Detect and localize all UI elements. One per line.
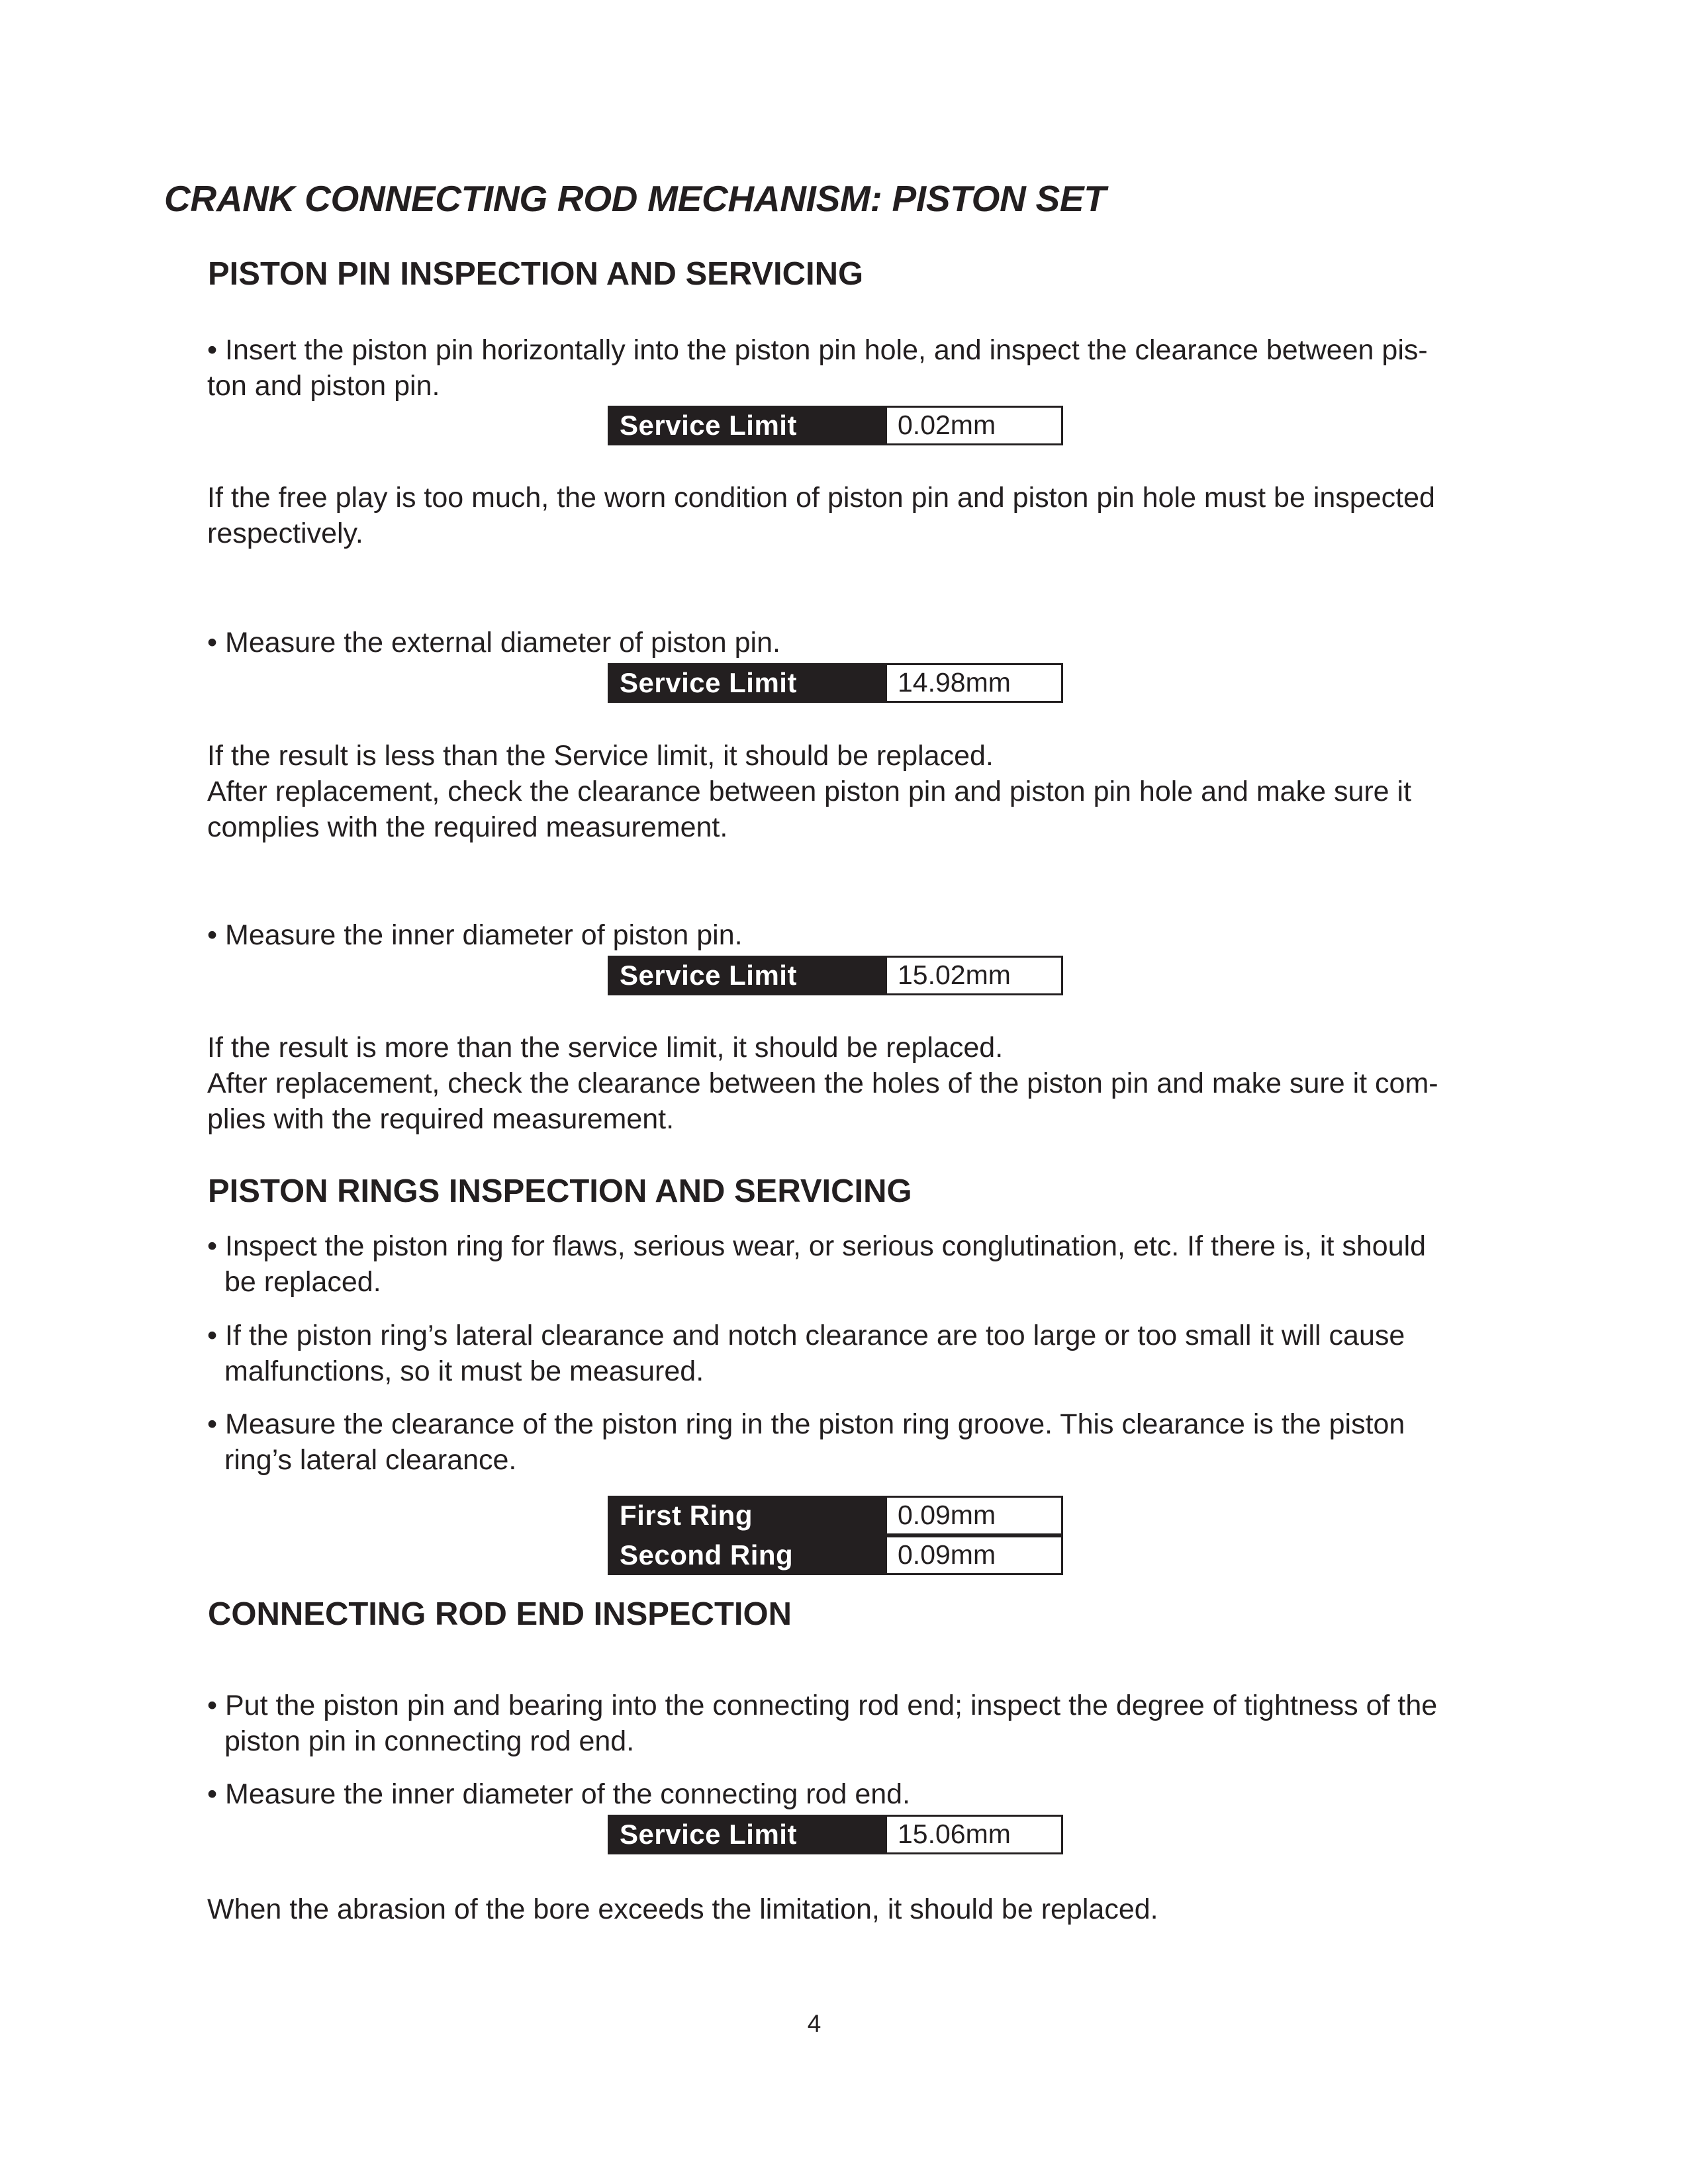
- text-line: complies with the required measurement.: [207, 811, 728, 843]
- spec-table-ring-clearance: [608, 1496, 1063, 1575]
- text-line: respectively.: [207, 518, 363, 549]
- text-line: After replacement, check the clearance between the holes of the piston pin and make sure it com-: [207, 1068, 1438, 1099]
- text-line: be replaced.: [224, 1266, 381, 1298]
- bullet-measure-inner-diameter: [207, 917, 1531, 953]
- spec-row: [608, 663, 1063, 703]
- section-heading-connecting-rod-end: CONNECTING ROD END INSPECTION: [208, 1596, 792, 1632]
- text-line: • Measure the external diameter of piston pin.: [207, 627, 780, 659]
- spec-label: Second Ring: [608, 1535, 887, 1575]
- spec-value: 14.98mm: [887, 663, 1063, 703]
- page-number: 4: [807, 2010, 821, 2037]
- page-title: CRANK CONNECTING ROD MECHANISM: PISTON SET: [164, 178, 1106, 219]
- text-line: • Put the piston pin and bearing into the connecting rod end; inspect the degree of tightness of the: [207, 1690, 1438, 1721]
- text-line: • Inspect the piston ring for flaws, serious wear, or serious conglutination, etc. If there is, it should: [207, 1230, 1427, 1262]
- text-line: • Insert the piston pin horizontally into the piston pin hole, and inspect the clearance between pis-: [207, 334, 1428, 366]
- section-heading-piston-rings: PISTON RINGS INSPECTION AND SERVICING: [208, 1173, 912, 1209]
- bullet-lateral-notch-clearance: [207, 1318, 1531, 1389]
- spec-label: Service Limit: [608, 406, 887, 445]
- spec-table-rod-end-diameter: [608, 1815, 1063, 1854]
- spec-table-inner-diameter: [608, 956, 1063, 995]
- text-line: After replacement, check the clearance between piston pin and piston pin hole and make sure it: [207, 776, 1412, 807]
- text-line: If the result is less than the Service limit, it should be replaced.: [207, 740, 994, 772]
- spec-label: Service Limit: [608, 1815, 887, 1854]
- text-line: If the result is more than the service limit, it should be replaced.: [207, 1032, 1004, 1064]
- spec-row-first-ring: [608, 1496, 1063, 1535]
- paragraph-external-result: [207, 738, 1531, 845]
- text-line: piston pin in connecting rod end.: [224, 1725, 635, 1757]
- text-line: • Measure the inner diameter of the connecting rod end.: [207, 1778, 911, 1810]
- spec-row: [608, 406, 1063, 445]
- spec-label: Service Limit: [608, 956, 887, 995]
- section-heading-piston-pin: PISTON PIN INSPECTION AND SERVICING: [208, 256, 864, 292]
- text-line: When the abrasion of the bore exceeds the limitation, it should be replaced.: [207, 1893, 1158, 1925]
- spec-label: First Ring: [608, 1496, 887, 1535]
- paragraph-inner-result: [207, 1030, 1531, 1137]
- bullet-measure-external-diameter: [207, 625, 1531, 660]
- text-line: If the free play is too much, the worn condition of piston pin and piston pin hole must be inspected: [207, 482, 1435, 514]
- bullet-measure-rod-end-diameter: [207, 1776, 1531, 1812]
- spec-table-external-diameter: [608, 663, 1063, 703]
- bullet-inspect-piston-ring: [207, 1228, 1531, 1300]
- spec-value: 15.02mm: [887, 956, 1063, 995]
- spec-value: 0.02mm: [887, 406, 1063, 445]
- spec-row: [608, 956, 1063, 995]
- spec-row: [608, 1815, 1063, 1854]
- bullet-measure-ring-groove: [207, 1406, 1531, 1478]
- spec-table-pin-clearance: [608, 406, 1063, 445]
- spec-value: 0.09mm: [887, 1496, 1063, 1535]
- text-line: plies with the required measurement.: [207, 1103, 675, 1135]
- text-line: malfunctions, so it must be measured.: [224, 1355, 704, 1387]
- paragraph-abrasion-limit: [207, 1891, 1531, 1927]
- text-line: ring’s lateral clearance.: [224, 1444, 517, 1476]
- spec-label: Service Limit: [608, 663, 887, 703]
- text-line: • If the piston ring’s lateral clearance and notch clearance are too large or too small it will cause: [207, 1320, 1405, 1351]
- paragraph-free-play: [207, 480, 1531, 551]
- text-line: • Measure the clearance of the piston ring in the piston ring groove. This clearance is the piston: [207, 1408, 1405, 1440]
- spec-value: 0.09mm: [887, 1535, 1063, 1575]
- bullet-insert-piston-pin: [207, 332, 1531, 404]
- bullet-put-piston-pin-bearing: [207, 1688, 1531, 1759]
- text-line: • Measure the inner diameter of piston pin.: [207, 919, 743, 951]
- text-line: ton and piston pin.: [207, 370, 440, 402]
- spec-value: 15.06mm: [887, 1815, 1063, 1854]
- spec-row-second-ring: [608, 1535, 1063, 1575]
